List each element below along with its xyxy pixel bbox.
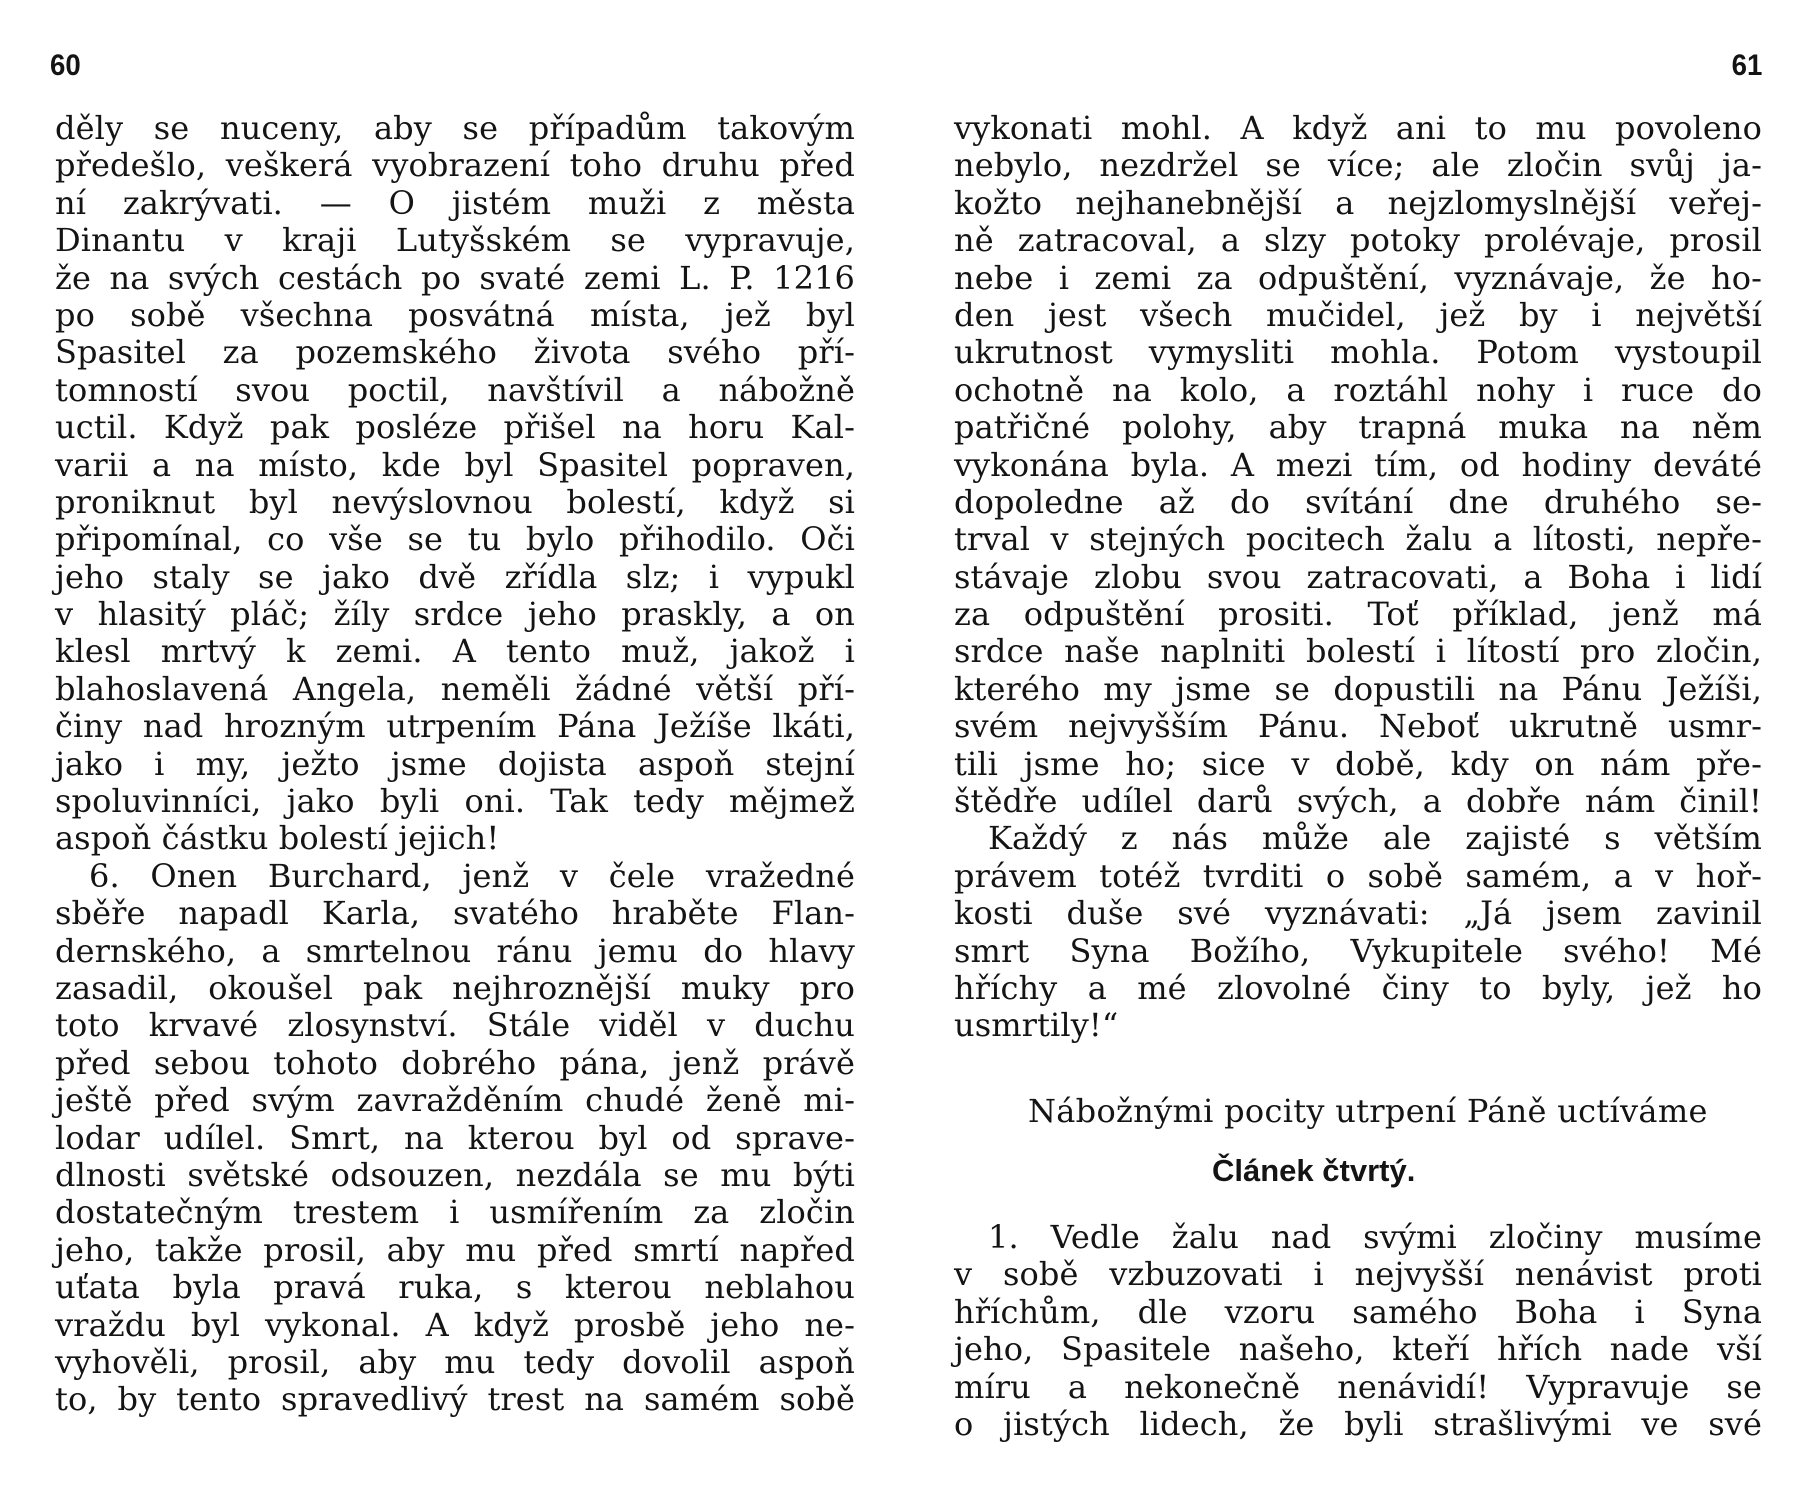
section-subheading: Článek čtvrtý. <box>1212 1153 1416 1188</box>
text-line: v hlasitý pláč; žíly srdce jeho praskly, a on <box>55 595 855 634</box>
right-page <box>901 0 1802 1500</box>
text-line: vykonána byla. A mezi tím, od hodiny deváté <box>954 445 1762 484</box>
text-line: připomínal, co vše se tu bylo přihodilo. Oči <box>55 520 855 559</box>
text-line: usmrtily!“ <box>954 1006 1119 1045</box>
text-line: Spasitel za pozemského života svého pří- <box>55 333 855 372</box>
text-line: ochotně na kolo, a roztáhl nohy i ruce do <box>954 370 1762 409</box>
text-line: uťata byla pravá ruka, s kterou neblahou <box>55 1268 855 1307</box>
text-line: ní zakrývati. — O jistém muži z města <box>55 183 855 222</box>
text-line: trval v stejných pocitech žalu a lítosti, nepře- <box>954 520 1762 559</box>
text-line: jako i my, ježto jsme dojista aspoň stejní <box>55 744 855 783</box>
text-line: lodar udílel. Smrt, na kterou byl od sprave- <box>55 1118 855 1157</box>
text-line: to, by tento spravedlivý trest na samém sobě <box>55 1380 855 1419</box>
left-page-text <box>55 110 855 1419</box>
text-line: dernského, a smrtelnou ránu jemu do hlavy <box>55 931 855 970</box>
text-line: míru a nekonečně nenávidí! Vypravuje se <box>954 1367 1762 1406</box>
text-line: uctil. Když pak posléze přišel na horu Kal- <box>55 408 855 447</box>
text-line: o jistých lidech, že byli strašlivými ve své <box>954 1404 1762 1443</box>
text-line: vraždu byl vykonal. A když prosbě jeho ne- <box>55 1305 855 1344</box>
text-line: smrt Syna Božího, Vykupitele svého! Mé <box>954 931 1762 970</box>
text-line: kterého my jsme se dopustili na Pánu Ježíši, <box>954 669 1762 708</box>
text-line: jeho, takže prosil, aby mu před smrtí napřed <box>55 1230 855 1269</box>
text-line: patřičné polohy, aby trapná muka na něm <box>954 408 1762 447</box>
text-line: ještě před svým zavražděním chudé ženě mi- <box>55 1081 855 1120</box>
text-line: dlnosti světské odsouzen, nezdála se mu býti <box>55 1155 855 1194</box>
text-line: aspoň částku bolestí jejich! <box>55 819 500 858</box>
page-number-left: 60 <box>50 49 81 82</box>
text-line: sběře napadl Karla, svatého hraběte Flan- <box>55 894 855 933</box>
left-page <box>0 0 900 1500</box>
text-line: blahoslavená Angela, neměli žádné větší pří- <box>55 669 855 708</box>
text-line: srdce naše naplniti bolestí i lítostí pro zločin, <box>954 632 1762 671</box>
text-line: hříchy a mé zlovolné činy to byly, jež ho <box>954 968 1762 1007</box>
text-line: nebe i zemi za odpuštění, vyznávaje, že ho- <box>954 258 1762 297</box>
text-line: že na svých cestách po svaté zemi L. P. 1216 <box>55 258 855 297</box>
text-line: kožto nejhanebnější a nejzlomyslnější veřej- <box>954 183 1762 222</box>
section-heading: Nábožnými pocity utrpení Páně uctíváme <box>1028 1092 1708 1130</box>
right-page-section-text <box>954 1219 1762 1443</box>
text-line: štědře udílel darů svých, a dobře nám činil! <box>954 782 1762 821</box>
text-line: jeho staly se jako dvě zřídla slz; i vypukl <box>55 557 855 596</box>
text-line: v sobě vzbuzovati i nejvyšší nenávist proti <box>954 1255 1762 1294</box>
text-line: vyhověli, prosil, aby mu tedy dovolil aspoň <box>55 1342 855 1381</box>
text-line: varii a na místo, kde byl Spasitel popraven, <box>55 445 855 484</box>
text-line: spoluvinníci, jako byli oni. Tak tedy mějmež <box>55 782 855 821</box>
text-line: toto krvavé zlosynství. Stále viděl v duchu <box>55 1006 855 1045</box>
text-line: dopoledne až do svítání dne druhého se- <box>954 482 1762 521</box>
text-line: děly se nuceny, aby se případům takovým <box>55 109 855 147</box>
text-line: za odpuštění prositi. Toť příklad, jenž má <box>954 595 1762 634</box>
text-line: právem totéž tvrditi o sobě samém, a v hoř- <box>954 856 1762 895</box>
text-line: hříchům, dle vzoru samého Boha i Syna <box>954 1292 1762 1331</box>
text-line: svém nejvyšším Pánu. Neboť ukrutně usmr- <box>954 707 1762 746</box>
text-line: proniknut byl nevýslovnou bolestí, když si <box>55 482 855 521</box>
text-line: den jest všech mučidel, jež by i největší <box>954 295 1762 334</box>
text-line: ně zatracoval, a slzy potoky prolévaje, prosil <box>954 221 1762 260</box>
text-line: klesl mrtvý k zemi. A tento muž, jakož i <box>55 632 855 671</box>
text-line: Dinantu v kraji Lutyšském se vypravuje, <box>55 221 855 260</box>
text-line: činy nad hrozným utrpením Pána Ježíše lkáti, <box>55 707 855 746</box>
text-line: po sobě všechna posvátná místa, jež byl <box>55 295 855 334</box>
text-line: zasadil, okoušel pak nejhroznější muky pro <box>55 968 855 1007</box>
text-line: vykonati mohl. A když ani to mu povoleno <box>954 109 1762 147</box>
text-line: tomností svou poctil, navštívil a nábožně <box>55 370 855 409</box>
text-line: 1. Vedle žalu nad svými zločiny musíme <box>988 1218 1762 1256</box>
right-page-text <box>954 110 1762 1045</box>
text-line: 6. Onen Burchard, jenž v čele vražedné <box>89 856 855 895</box>
text-line: stávaje zlobu svou zatracovati, a Boha i lidí <box>954 557 1762 596</box>
text-line: jeho, Spasitele našeho, kteří hřích nade vší <box>954 1330 1762 1369</box>
text-line: před sebou tohoto dobrého pána, jenž právě <box>55 1043 855 1082</box>
page-number-right: 61 <box>1731 49 1762 82</box>
text-line: předešlo, veškerá vyobrazení toho druhu před <box>55 146 855 185</box>
text-line: kosti duše své vyznávati: „Já jsem zavinil <box>954 894 1762 933</box>
text-line: dostatečným trestem i usmířením za zločin <box>55 1193 855 1232</box>
text-line: nebylo, nezdržel se více; ale zločin svůj ja- <box>954 146 1762 185</box>
text-line: Každý z nás může ale zajisté s větším <box>988 819 1762 858</box>
text-line: ukrutnost vymysliti mohla. Potom vystoupil <box>954 333 1762 372</box>
text-line: tili jsme ho; sice v době, kdy on nám pře- <box>954 744 1762 783</box>
